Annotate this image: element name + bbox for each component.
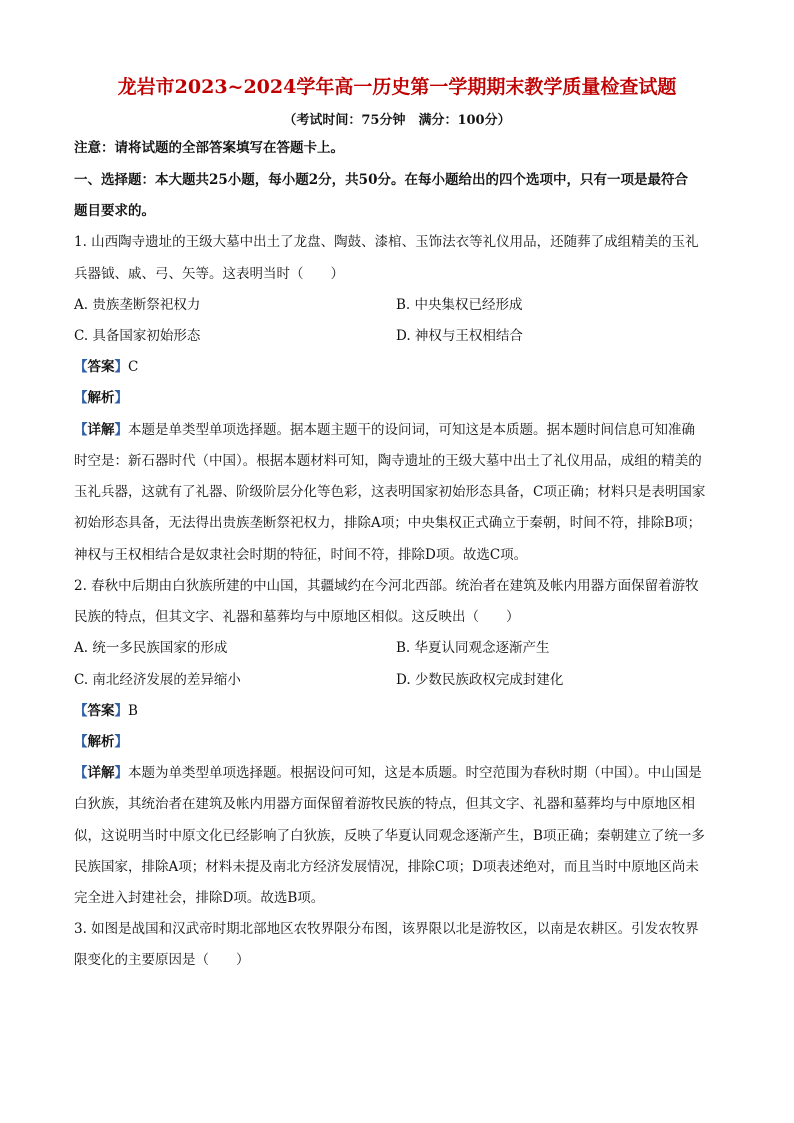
analysis-label: 解析 — [87, 390, 115, 406]
question-2-option-a: A. 统一多民族国家的形成 — [74, 640, 228, 656]
answer-label: 答案 — [87, 359, 115, 375]
question-1-option-a: A. 贵族垄断祭祀权力 — [74, 297, 201, 313]
question-1-analysis-heading: 【解析】 — [74, 390, 128, 406]
page-title: 龙岩市2023~2024学年高一历史第一学期期末教学质量检查试题 — [117, 76, 677, 98]
question-1-answer: 【答案】C — [74, 359, 139, 375]
detail-label: 详解 — [87, 765, 115, 781]
answer-label: 答案 — [87, 703, 115, 719]
question-2-option-d: D. 少数民族政权完成封建化 — [396, 672, 564, 688]
question-2-stem-line-2: 民族的特点，但其文字、礼器和墓葬均与中原地区相似。这反映出（ ） — [74, 609, 520, 625]
section-heading-line-2: 题目要求的。 — [74, 203, 155, 219]
detail-text: 本题是单类型单项选择题。据本题主题干的设问词，可知这是本质题。据本题时间信息可知准确 — [128, 422, 695, 438]
question-2-detail-line-3: 似，这说明当时中原文化已经影响了白狄族，反映了华夏认同观念逐渐产生，B项正确；秦朝建立了统一多 — [74, 828, 705, 844]
question-2-detail-line-4: 民族国家，排除A项；材料未提及南北方经济发展情况，排除C项；D项表述绝对，而且当时中原地区尚未 — [74, 859, 699, 875]
notice: 注意：请将试题的全部答案填写在答题卡上。 — [74, 140, 344, 156]
question-2-answer: 【答案】B — [74, 703, 138, 719]
question-3-stem-line-1: 3. 如图是战国和汉武帝时期北部地区农牧界限分布图，该界限以北是游牧区，以南是农耕区。引发农牧界 — [74, 921, 699, 937]
analysis-label: 解析 — [87, 734, 115, 750]
question-1-detail-line-3: 玉礼兵器，这就有了礼器、阶级阶层分化等色彩，这表明国家初始形态具备，C项正确；材料只是表明国家 — [74, 484, 706, 500]
question-2-analysis-heading: 【解析】 — [74, 734, 128, 750]
question-1-stem-line-1: 1. 山西陶寺遗址的王级大墓中出土了龙盘、陶鼓、漆棺、玉饰法衣等礼仪用品，还随葬了成组精美的玉礼 — [74, 234, 699, 250]
question-1-detail-line-5: 神权与王权相结合是奴隶社会时期的特征，时间不符，排除D项。故选C项。 — [74, 547, 528, 563]
question-2-detail-line-5: 完全进入封建社会，排除D项。故选B项。 — [74, 890, 325, 906]
question-1-detail-line-2: 时空是：新石器时代（中国）。根据本题材料可知，陶寺遗址的王级大墓中出土了礼仪用品，成组的精美的 — [74, 453, 702, 469]
question-1-option-c: C. 具备国家初始形态 — [74, 328, 201, 344]
section-heading-line-1: 一、选择题：本大题共25小题，每小题2分，共50分。在每小题给出的四个选项中，只有一项是最符合 — [74, 172, 688, 188]
answer-value: B — [128, 703, 138, 719]
detail-text: 本题为单类型单项选择题。根据设问可知，这是本质题。时空范围为春秋时期（中国）。中山国是 — [128, 765, 702, 781]
question-2-detail-line-2: 白狄族，其统治者在建筑及帐内用器方面保留着游牧民族的特点，但其文字、礼器和墓葬均与中原地区相 — [74, 796, 695, 812]
detail-label: 详解 — [87, 422, 115, 438]
question-1-option-b: B. 中央集权已经形成 — [396, 297, 523, 313]
question-2-option-b: B. 华夏认同观念逐渐产生 — [396, 640, 550, 656]
question-2-stem-line-1: 2. 春秋中后期由白狄族所建的中山国，其疆域约在今河北西部。统治者在建筑及帐内用器方面保留着游牧 — [74, 578, 699, 594]
question-1-detail-line-4: 初始形态具备，无法得出贵族垄断祭祀权力，排除A项；中央集权正式确立于秦朝，时间不符，排除B项； — [74, 515, 702, 531]
question-3-stem-line-2: 限变化的主要原因是（ ） — [74, 952, 250, 968]
question-2-option-c: C. 南北经济发展的差异缩小 — [74, 672, 241, 688]
question-1-detail-line-1: 【详解】本题是单类型单项选择题。据本题主题干的设问词，可知这是本质题。据本题时间信息可知准确 — [74, 422, 695, 438]
answer-value: C — [128, 359, 139, 375]
question-1-option-d: D. 神权与王权相结合 — [396, 328, 523, 344]
exam-info: （考试时间：75分钟 满分：100分） — [283, 113, 511, 128]
question-1-stem-line-2: 兵器钺、戚、弓、矢等。这表明当时（ ） — [74, 266, 344, 282]
question-2-detail-line-1: 【详解】本题为单类型单项选择题。根据设问可知，这是本质题。时空范围为春秋时期（中国）。中山国是 — [74, 765, 702, 781]
